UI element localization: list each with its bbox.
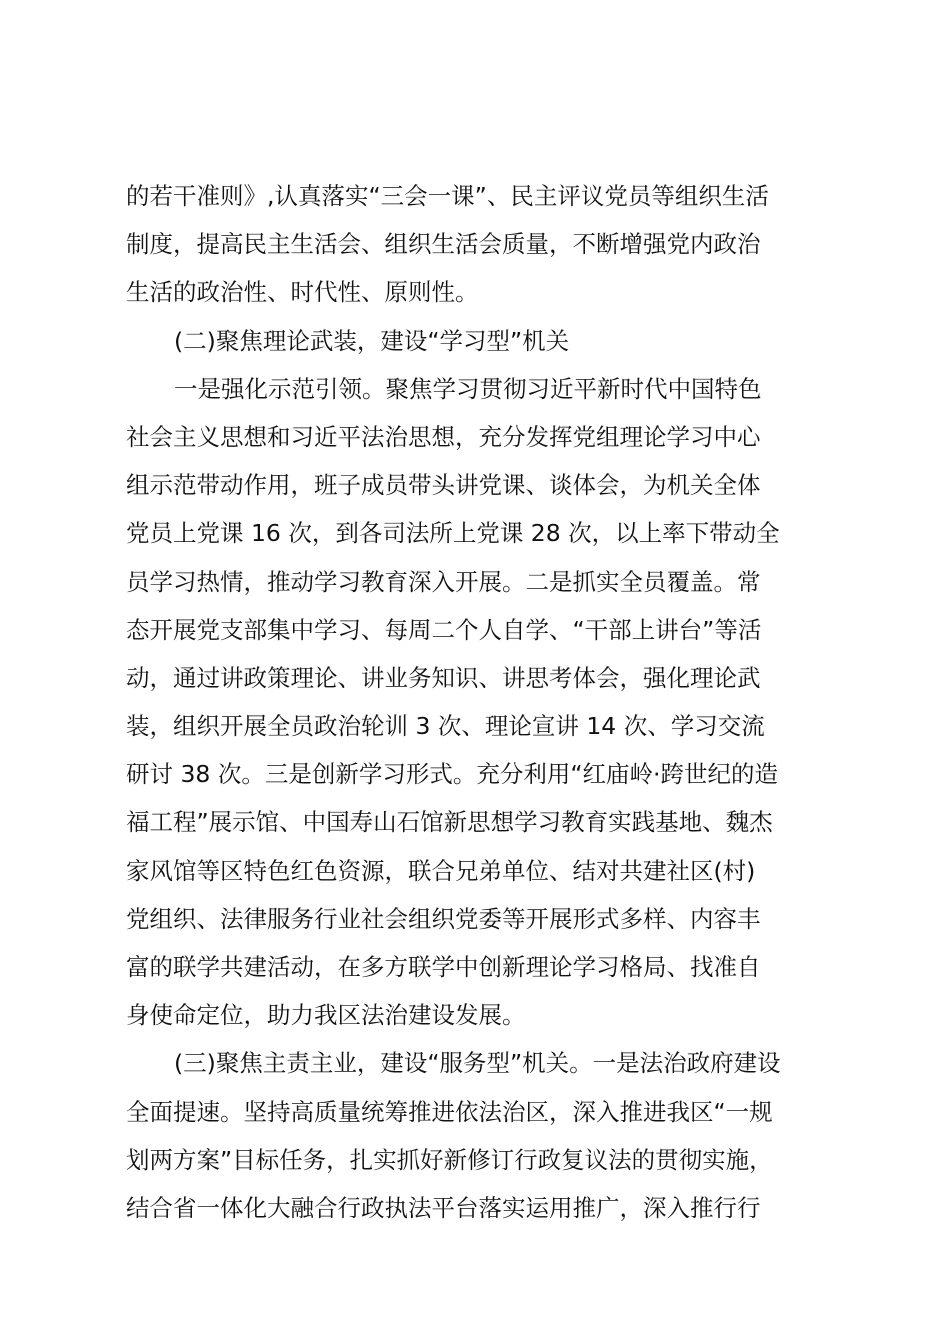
text-line: 动，通过讲政策理论、讲业务知识、讲思考体会，强化理论武: [126, 663, 761, 692]
text-line: 福工程”展示馆、中国寿山石馆新思想学习教育实践基地、魏杰: [126, 808, 773, 837]
text-line: 全面提速。坚持高质量统筹推进依法治区，深入推进我区“一规: [126, 1097, 773, 1126]
text-line: 党组织、法律服务行业社会组织党委等开展形式多样、内容丰: [126, 904, 761, 933]
text-line: 装，组织开展全员政治轮训 3 次、理论宣讲 14 次、学习交流: [126, 712, 765, 741]
text-line: 制度，提高民主生活会、组织生活会质量，不断增强党内政治: [126, 230, 761, 259]
text-line: 家风馆等区特色红色资源，联合兄弟单位、结对共建社区(村): [126, 856, 756, 885]
text-line: 组示范带动作用，班子成员带头讲党课、谈体会，为机关全体: [126, 471, 761, 500]
text-line: 员学习热情，推动学习教育深入开展。二是抓实全员覆盖。常: [126, 567, 761, 596]
text-line: 结合省一体化大融合行政执法平台落实运用推广，深入推行行: [126, 1193, 761, 1222]
text-line: 党员上党课 16 次，到各司法所上党课 28 次，以上率下带动全: [126, 519, 780, 548]
text-line: 社会主义思想和习近平法治思想，充分发挥党组理论学习中心: [126, 422, 761, 451]
text-line: 一是强化示范引领。聚焦学习贯彻习近平新时代中国特色: [174, 374, 762, 403]
text-line: 富的联学共建活动，在多方联学中创新理论学习格局、找准自: [126, 953, 761, 981]
text-line: 研讨 38 次。三是创新学习形式。充分利用“红庙岭·跨世纪的造: [126, 760, 778, 789]
text-line: 态开展党支部集中学习、每周二个人自学、“干部上讲台”等活: [126, 615, 762, 644]
document-body: [126, 172, 830, 1232]
text-line: 身使命定位，助力我区法治建设发展。: [126, 1001, 526, 1030]
text-line: 生活的政治性、时代性、原则性。: [126, 278, 479, 307]
section-heading: (二)聚焦理论武装，建设“学习型”机关: [174, 326, 570, 355]
section-heading: (三)聚焦主责主业，建设“服务型”机关。一是法治政府建设: [174, 1049, 781, 1078]
text-line: 划两方案”目标任务，扎实抓好新修订行政复议法的贯彻实施，: [126, 1145, 773, 1174]
text-line: 的若干准则》,认真落实“三会一课”、民主评议党员等组织生活: [126, 182, 769, 210]
